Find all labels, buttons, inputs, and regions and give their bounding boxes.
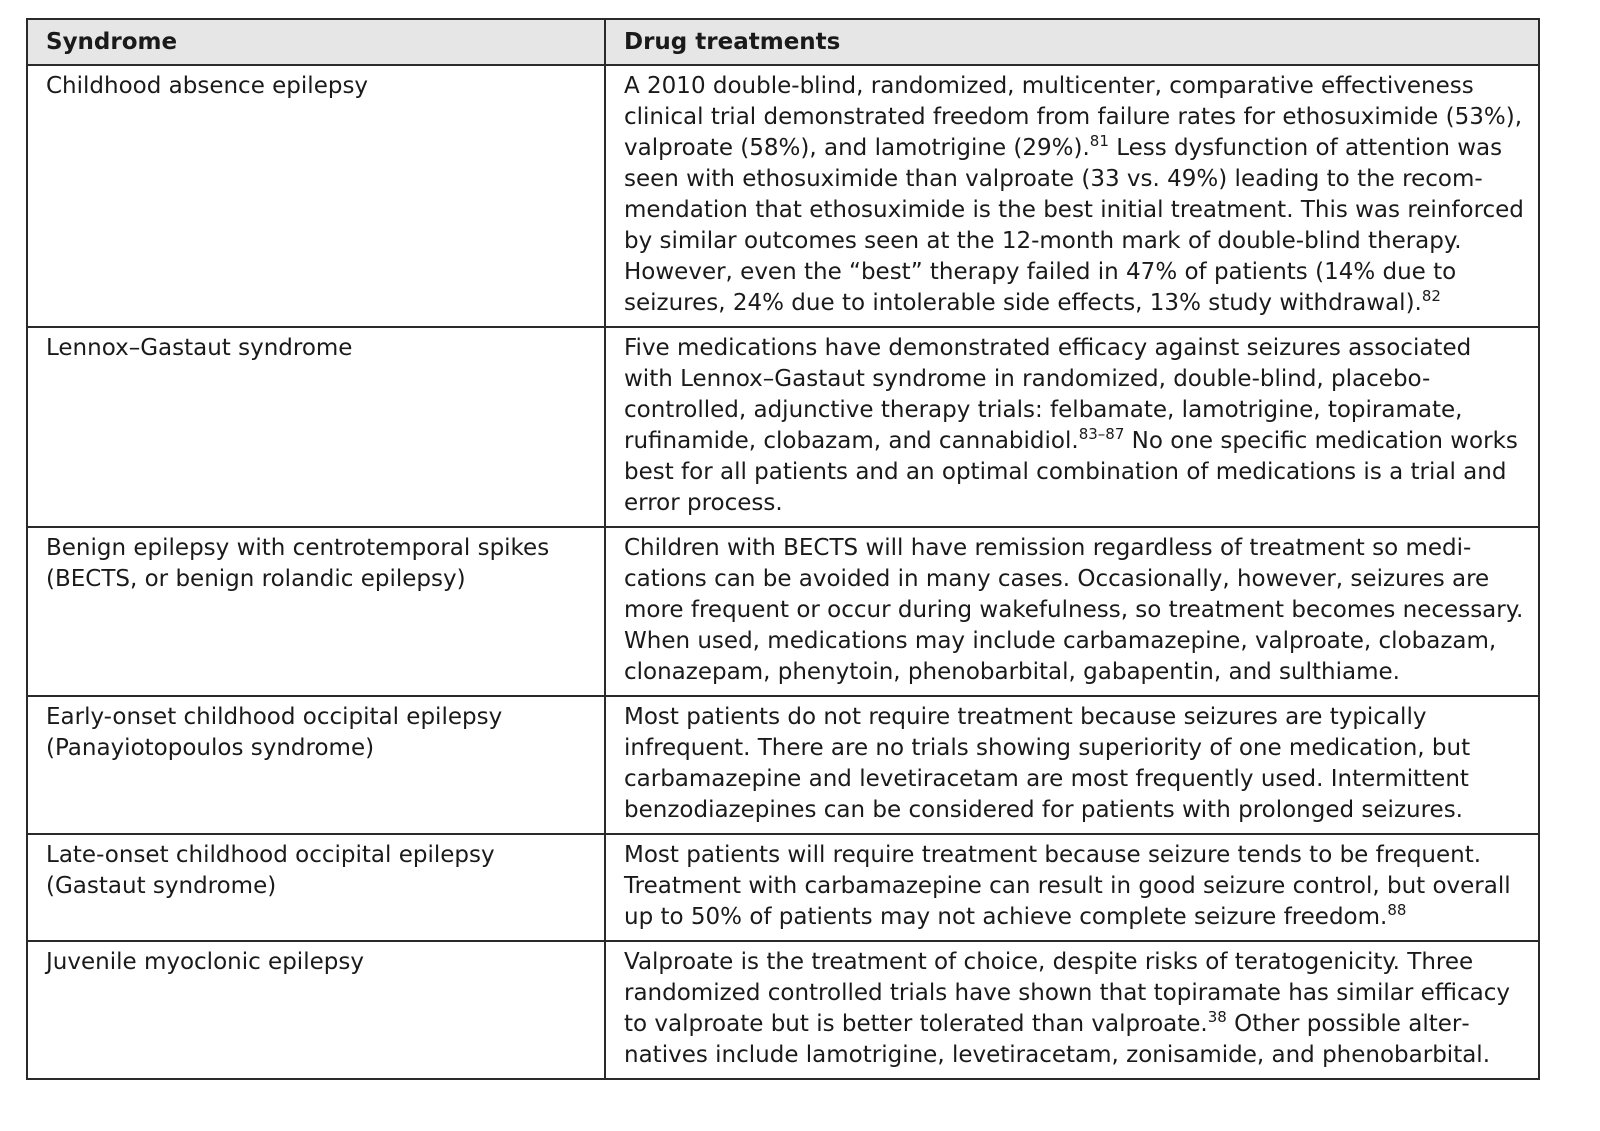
table-header xyxy=(27,19,1539,65)
table-body xyxy=(27,65,1539,1079)
table-row xyxy=(27,65,1539,327)
header-drug-treatments: Drug treatments xyxy=(605,19,1539,65)
treatment-text: Most patients do not require treatment because seizures are typically infrequent. There are no trials showing superiority of one medication, but carbamazepine and levetiracetam are most frequently used. Intermittent benzodiazepines can be considered for patients with prolonged seizures. xyxy=(624,704,1471,823)
treatment-text: Five medications have demonstrated efficacy against seizures associated with Lennox–Gastaut syndrome in randomized, double-blind, placebo-controlled, adjunctive therapy trials: felbamate, lamotrigine, topiramate, rufinamide, clobazam, and cannabidiol. xyxy=(624,335,1472,454)
table-row xyxy=(27,696,1539,834)
treatment-text: Children with BECTS will have remission regardless of treatment so medications can be avoided in many cases. Occasionally, however, seizures are more frequent or occur during wakefulness, so treatment becomes necessary. When used, medications may include carbamazepine, valproate, clobazam, clonazepam, phenytoin, phenobarbital, gabapentin, and sulthiame. xyxy=(624,535,1524,685)
drug-treatment-cell xyxy=(605,65,1539,327)
reference-superscript: 38 xyxy=(1207,1008,1227,1026)
table-row xyxy=(27,941,1539,1079)
syndrome-cell: Early-onset childhood occipital epilepsy (Panayiotopoulos syndrome) xyxy=(27,696,605,834)
table-row xyxy=(27,327,1539,527)
header-row xyxy=(27,19,1539,65)
drug-treatment-cell xyxy=(605,834,1539,941)
epilepsy-treatment-table xyxy=(26,18,1540,1080)
reference-superscript: 82 xyxy=(1421,287,1441,305)
drug-treatment-cell xyxy=(605,527,1539,696)
treatment-text: Valproate is the treatment of choice, despite risks of teratogenicity. Three randomized controlled trials have shown that topiramate has similar efficacy to valproate but is better tolerated than valproate. xyxy=(624,949,1511,1037)
treatment-text: Most patients will require treatment because seizure tends to be frequent. Treatment with carbamazepine can result in good seizure control, but overall up to 50% of patients may not achieve complete seizure freedom. xyxy=(624,842,1511,930)
reference-superscript: 81 xyxy=(1089,132,1109,150)
syndrome-cell: Childhood absence epilepsy xyxy=(27,65,605,327)
syndrome-cell: Juvenile myoclonic epilepsy xyxy=(27,941,605,1079)
treatment-text: Other possible alternatives include lamotrigine, levetiracetam, zonisamide, and phenobarbital. xyxy=(624,1011,1491,1068)
table-row xyxy=(27,834,1539,941)
syndrome-cell: Late-onset childhood occipital epilepsy (Gastaut syndrome) xyxy=(27,834,605,941)
syndrome-cell: Benign epilepsy with centrotemporal spikes (BECTS, or benign rolandic epilepsy) xyxy=(27,527,605,696)
header-syndrome: Syndrome xyxy=(27,19,605,65)
treatment-text: A 2010 double-blind, randomized, multicenter, comparative effectiveness clinical trial demonstrated freedom from failure rates for ethosuximide (53%), valproate (58%), and lamotrigine (29%). xyxy=(624,73,1523,161)
drug-treatment-cell xyxy=(605,696,1539,834)
reference-superscript: 83–87 xyxy=(1078,425,1125,443)
reference-superscript: 88 xyxy=(1387,901,1407,919)
table-row xyxy=(27,527,1539,696)
treatment-text: Less dysfunction of attention was seen with ethosuximide than valproate (33 vs. 49%) leading to the recommendation that ethosuximide is the best initial treatment. This was reinforced by similar outcomes seen at the 12-month mark of double-blind therapy. However, even the “best” therapy failed in 47% of patients (14% due to seizures, 24% due to intolerable side effects, 13% study withdrawal). xyxy=(624,135,1524,316)
drug-treatment-cell xyxy=(605,327,1539,527)
treatment-text: No one specific medication works best for all patients and an optimal combination of medications is a trial and error process. xyxy=(624,428,1518,516)
drug-treatment-cell xyxy=(605,941,1539,1079)
syndrome-cell: Lennox–Gastaut syndrome xyxy=(27,327,605,527)
